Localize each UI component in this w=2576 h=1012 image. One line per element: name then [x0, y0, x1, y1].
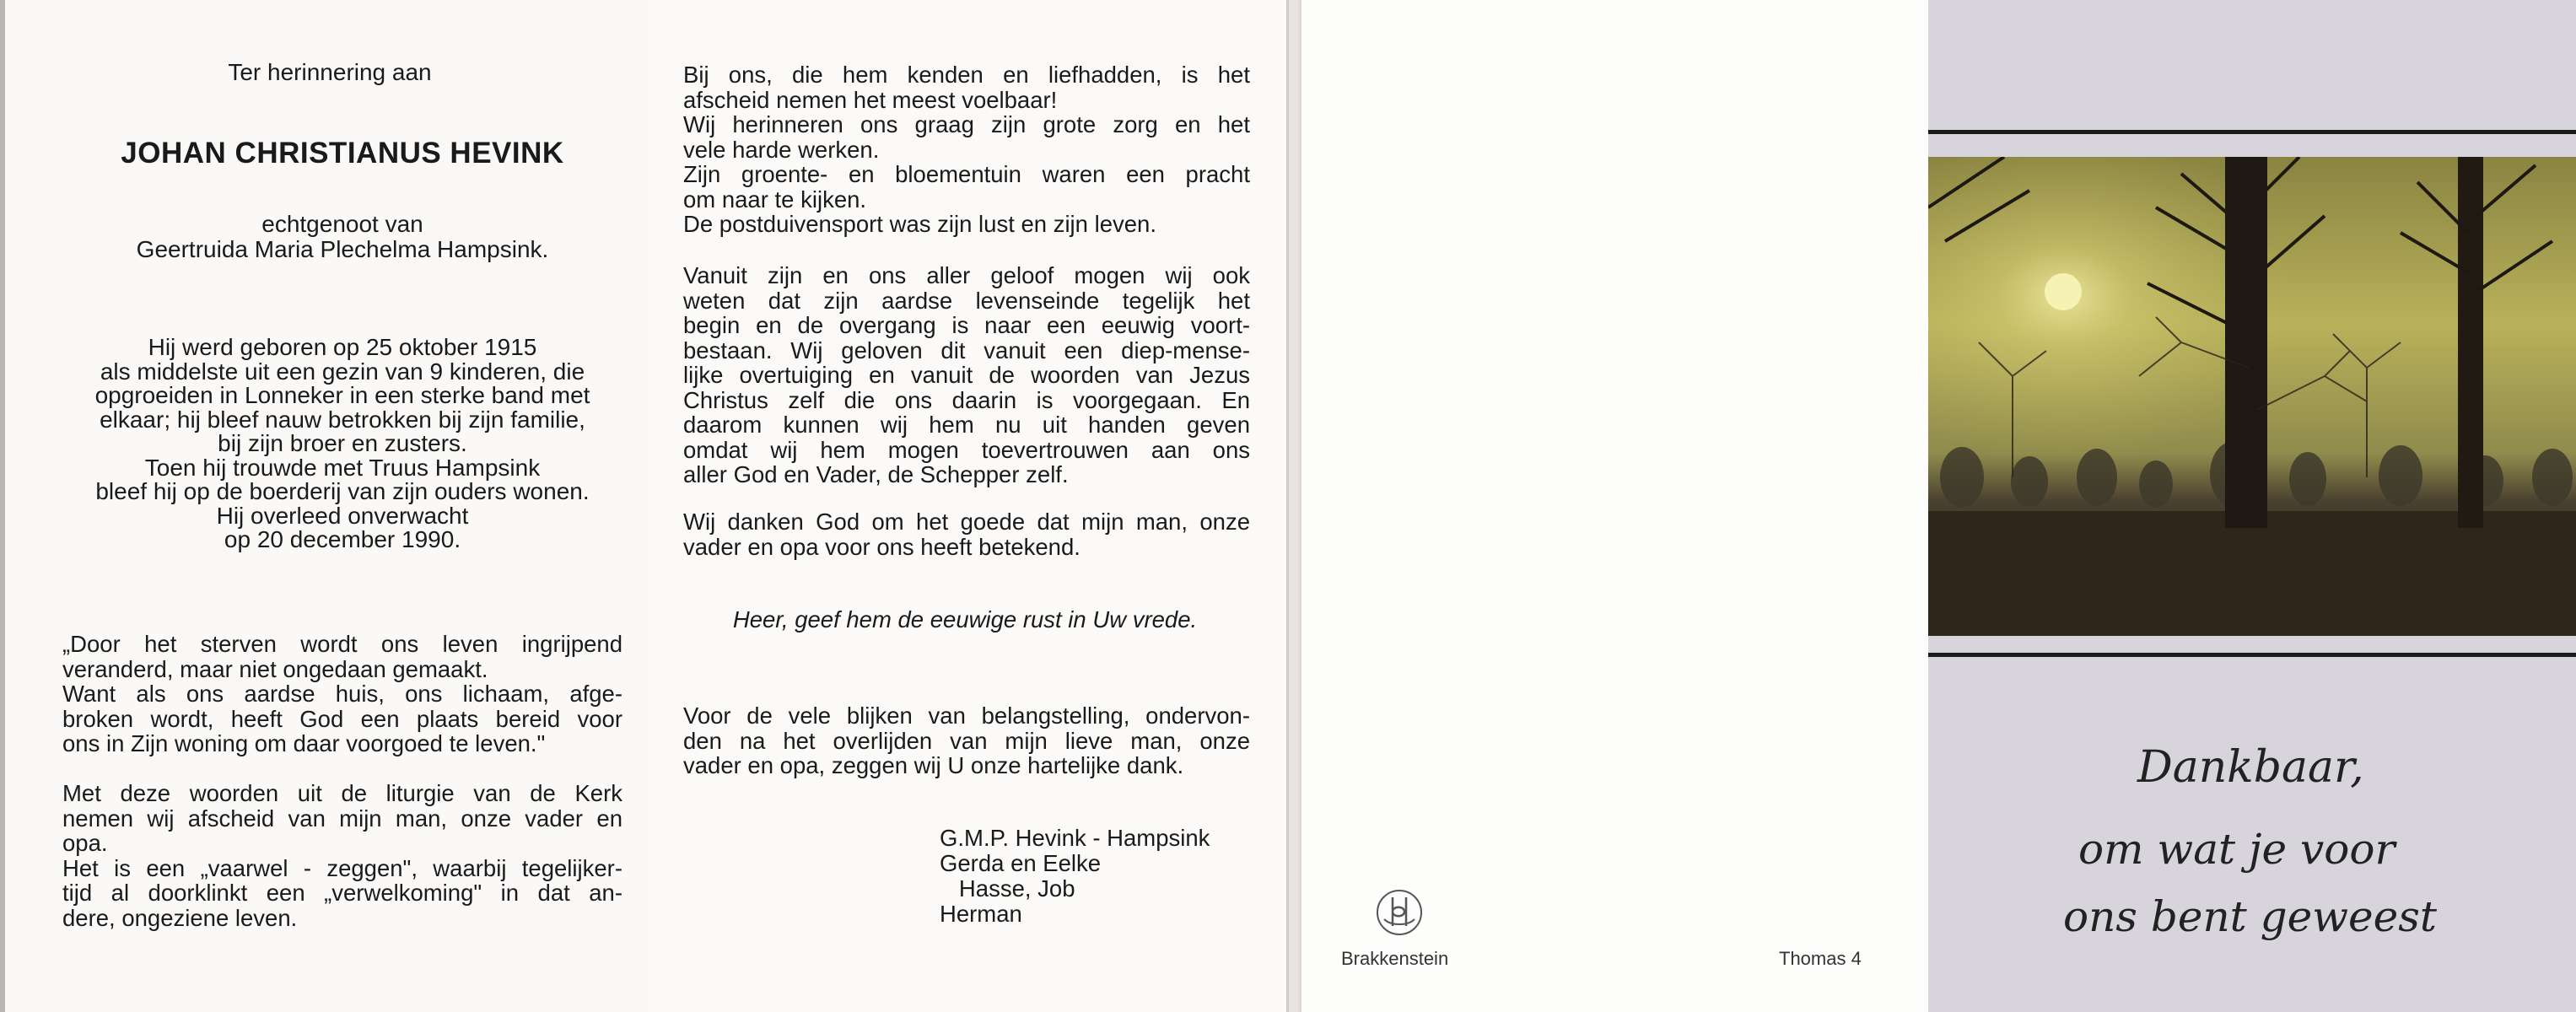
publisher-name: Brakkenstein	[1341, 948, 1449, 969]
deceased-name: JOHAN CHRISTIANUS HEVINK	[121, 137, 564, 170]
signatory: G.M.P. Hevink - Hampsink	[940, 825, 1210, 851]
quote-line: ons in Zijn woning om daar voorgoed te leven."	[62, 730, 546, 756]
bottom-rule	[1928, 653, 2576, 657]
faith-line: omdat wij hem mogen toevertrouwen aan ons	[683, 436, 1250, 463]
prayer-line: Heer, geef hem de eeuwige rust in Uw vrede.	[732, 606, 1198, 632]
memory-line: Zijn groente- en bloementuin waren een pracht	[683, 161, 1250, 187]
bio-line: op 20 december 1990.	[224, 526, 461, 552]
condolence-line: Voor de vele blijken van belangstelling, ondervon-	[683, 702, 1250, 729]
liturgy-quote	[62, 632, 622, 756]
faith-line: aller God en Vader, de Schepper zelf.	[683, 461, 1069, 487]
bio-line: bij zijn broer en zusters.	[218, 430, 467, 456]
memorial-right-page	[649, 0, 1289, 1012]
publisher-logo-icon	[1376, 889, 1423, 936]
memory-line: De postduivensport was zijn lust en zijn leven.	[683, 211, 1156, 237]
thanks-line: vader en opa voor ons heeft betekend.	[683, 533, 1081, 560]
faith-paragraph	[683, 263, 1250, 487]
bio-line: Hij overleed onverwacht	[216, 502, 469, 529]
liturgy-line: tijd al doorklinkt een „verwelkoming" in dat an-	[62, 880, 622, 906]
farewell-paragraph	[62, 781, 622, 930]
memory-line: afscheid nemen het meest voelbaar!	[683, 86, 1058, 113]
liturgy-line: opa.	[62, 830, 108, 856]
memory-line: Wij herinneren ons graag zijn grote zorg en het	[683, 111, 1250, 137]
inscription-line: ons bent geweest	[2063, 892, 2437, 941]
faith-line: begin en de overgang is naar een eeuwig voort-	[683, 312, 1250, 338]
bio-line: opgroeiden in Lonneker in een sterke band met	[94, 382, 590, 408]
bio-line: als middelste uit een gezin van 9 kinderen, die	[100, 358, 585, 385]
faith-line: Vanuit zijn en ons aller geloof mogen wij ook	[683, 262, 1250, 288]
bio-line: elkaar; hij bleef nauw betrokken bij zijn familie,	[100, 406, 585, 433]
back-panel	[1299, 0, 1928, 1012]
card-code: Thomas 4	[1779, 948, 1862, 969]
sunset-trees-photo	[1928, 157, 2576, 636]
condolence-thanks-paragraph	[683, 703, 1250, 778]
bio-line: Toen hij trouwde met Truus Hampsink	[144, 454, 541, 481]
liturgy-line: Het is een „vaarwel - zeggen", waarbij tegelijker-	[62, 854, 622, 881]
condolence-line: den na het overlijden van mijn lieve man, onze	[683, 727, 1250, 754]
memory-line: vele harde werken.	[683, 136, 880, 163]
gratitude-paragraph	[683, 509, 1250, 559]
inscription-line: Dankbaar,	[2137, 742, 2364, 793]
biography-block	[5, 336, 680, 552]
top-rule	[1928, 130, 2576, 134]
liturgy-line: nemen wij afscheid van mijn man, onze vader en	[62, 805, 622, 832]
quote-line: „Door het sterven wordt ons leven ingrijpend	[62, 631, 622, 657]
front-cover	[1928, 0, 2576, 1012]
condolence-line: vader en opa, zeggen wij U onze hartelijke dank.	[683, 752, 1184, 778]
bio-line: bleef hij op de boerderij van zijn ouders wonen.	[95, 478, 590, 504]
spouse-line: Geertruida Maria Plechelma Hampsink.	[136, 236, 549, 262]
memory-line: om naar te kijken.	[683, 186, 867, 213]
memorial-left-page	[0, 0, 649, 1012]
faith-line: bestaan. Wij geloven dit vanuit een diep-mense-	[683, 336, 1250, 363]
signatory: Gerda en Eelke	[940, 850, 1102, 876]
liturgy-line: Met deze woorden uit de liturgie van de Kerk	[62, 780, 622, 806]
family-signatures	[940, 826, 1210, 927]
bio-line: Hij werd geboren op 25 oktober 1915	[148, 334, 537, 360]
signatory: Hasse, Job	[940, 875, 1075, 902]
faith-line: weten dat zijn aardse levenseinde tegelijk het	[683, 287, 1250, 314]
faith-line: daarom kunnen wij hem nu uit handen geven	[683, 412, 1250, 438]
memory-line: Bij ons, die hem kenden en liefhadden, is het	[683, 62, 1250, 88]
family-memories-paragraph	[683, 62, 1250, 237]
quote-line: broken wordt, heeft God een plaats bereid voor	[62, 705, 622, 732]
signatory: Herman	[940, 901, 1022, 927]
quote-line: Want als ons aardse huis, ons lichaam, afge-	[62, 681, 622, 707]
liturgy-line: dere, ongeziene leven.	[62, 904, 298, 931]
spouse-block	[5, 212, 680, 262]
inscription-line: om wat je voor	[2078, 825, 2395, 874]
faith-line: lijke overtuiging en vanuit de woorden van Jezus	[683, 362, 1250, 388]
thanks-line: Wij danken God om het goede dat mijn man, onze	[683, 509, 1250, 535]
spouse-line: echtgenoot van	[261, 211, 423, 237]
memorial-heading: Ter herinnering aan	[228, 59, 432, 85]
faith-line: Christus zelf die ons daarin is voorgegaan. En	[683, 386, 1250, 413]
quote-line: veranderd, maar niet ongedaan gemaakt.	[62, 655, 488, 682]
